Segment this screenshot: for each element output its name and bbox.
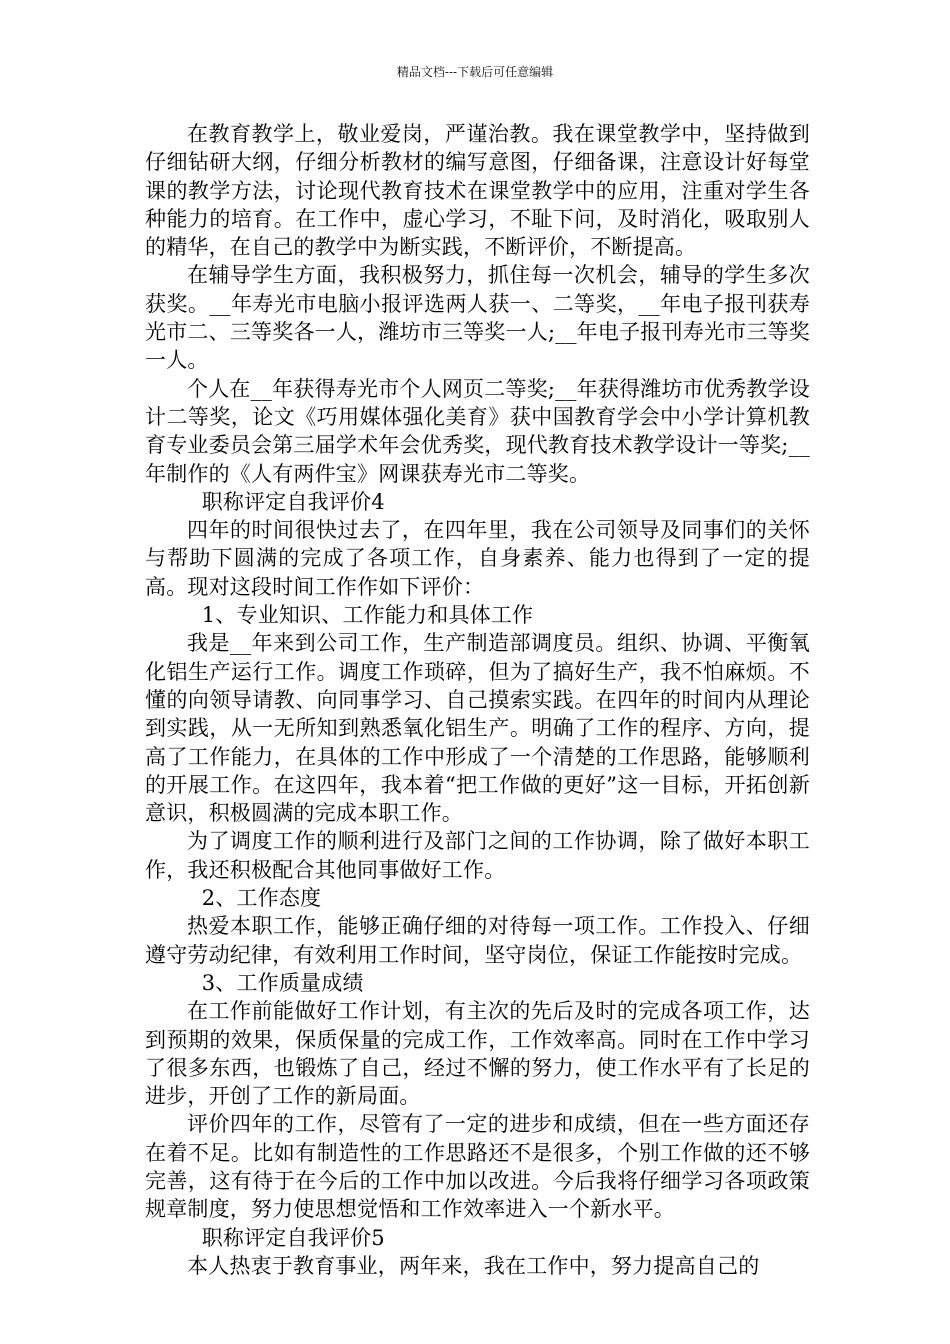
section-heading: 职称评定自我评价4: [201, 489, 385, 514]
paragraph: 本人热衷于教育事业，两年来，我在工作中，努力提高自己的: [187, 1253, 760, 1278]
paragraph: 热爱本职工作，能够正确仔细的对待每一项工作。工作投入、仔细遵守劳动纪律，有效利用工作时间，坚守岗位，保证工作能按时完成。: [145, 914, 810, 967]
section-heading: 职称评定自我评价5: [201, 1225, 385, 1250]
paragraph: 四年的时间很快过去了，在四年里，我在公司领导及同事们的关怀与帮助下圆满的完成了各项工作，自身素养、能力也得到了一定的提高。现对这段时间工作作如下评价：: [145, 518, 810, 599]
document-body: [145, 120, 810, 1280]
paragraph: 在工作前能做好工作计划，有主次的先后及时的完成各项工作，达到预期的效果，保质保量的完成工作，工作效率高。同时在工作中学习了很多东西，也锻炼了自己，经过不懈的努力，使工作水平有了长足的进步，开创了工作的新局面。: [145, 999, 810, 1109]
paragraph: 个人在__年获得寿光市个人网页二等奖;__年获得潍坊市优秀教学设计二等奖，论文《巧用媒体强化美育》获中国教育学会中小学计算机教育专业委员会第三届学术年会优秀奖，现代教育技术教学设计一等奖;__年制作的《人有两件宝》网课获寿光市二等奖。: [145, 376, 810, 486]
section-heading: 3、工作质量成绩: [201, 970, 364, 995]
paragraph: 在辅导学生方面，我积极努力，抓住每一次机会，辅导的学生多次获奖。__年寿光市电脑小报评选两人获一、二等奖，__年电子报刊获寿光市二、三等奖各一人，潍坊市三等奖一人;__年电子报刊寿光市三等奖一人。: [145, 263, 810, 373]
section-heading: 2、工作态度: [201, 886, 322, 911]
paragraph: 在教育教学上，敬业爱岗，严谨治教。我在课堂教学中，坚持做到仔细钻研大纲，仔细分析教材的编写意图，仔细备课，注意设计好每堂课的教学方法，讨论现代教育技术在课堂教学中的应用，注重对学生各种能力的培育。在工作中，虚心学习，不耻下问，及时消化，吸取别人的精华，在自己的教学中为断实践，不断评价，不断提高。: [145, 122, 810, 260]
paragraph: 我是__年来到公司工作，生产制造部调度员。组织、协调、平衡氧化铝生产运行工作。调度工作琐碎，但为了搞好生产，我不怕麻烦。不懂的向领导请教、向同事学习、自己摸索实践。在四年的时间内从理论到实践，从一无所知到熟悉氧化铝生产。明确了工作的程序、方向，提高了工作能力，在具体的工作中形成了一个清楚的工作思路，能够顺利的开展工作。在这四年，我本着“把工作做的更好”这一目标，开拓创新意识，积极圆满的完成本职工作。: [145, 631, 810, 826]
page-header: 精品文档---下载后可任意编辑: [396, 65, 554, 79]
section-heading: 1、专业知识、工作能力和具体工作: [201, 603, 534, 628]
paragraph: 评价四年的工作，尽管有了一定的进步和成绩，但在一些方面还存在着不足。比如有制造性的工作思路还不是很多，个别工作做的还不够完善，这有待于在今后的工作中加以改进。今后我将仔细学习各项政策规章制度，努力使思想觉悟和工作效率进入一个新水平。: [145, 1112, 810, 1222]
paragraph: 为了调度工作的顺利进行及部门之间的工作协调，除了做好本职工作，我还积极配合其他同事做好工作。: [145, 829, 810, 882]
